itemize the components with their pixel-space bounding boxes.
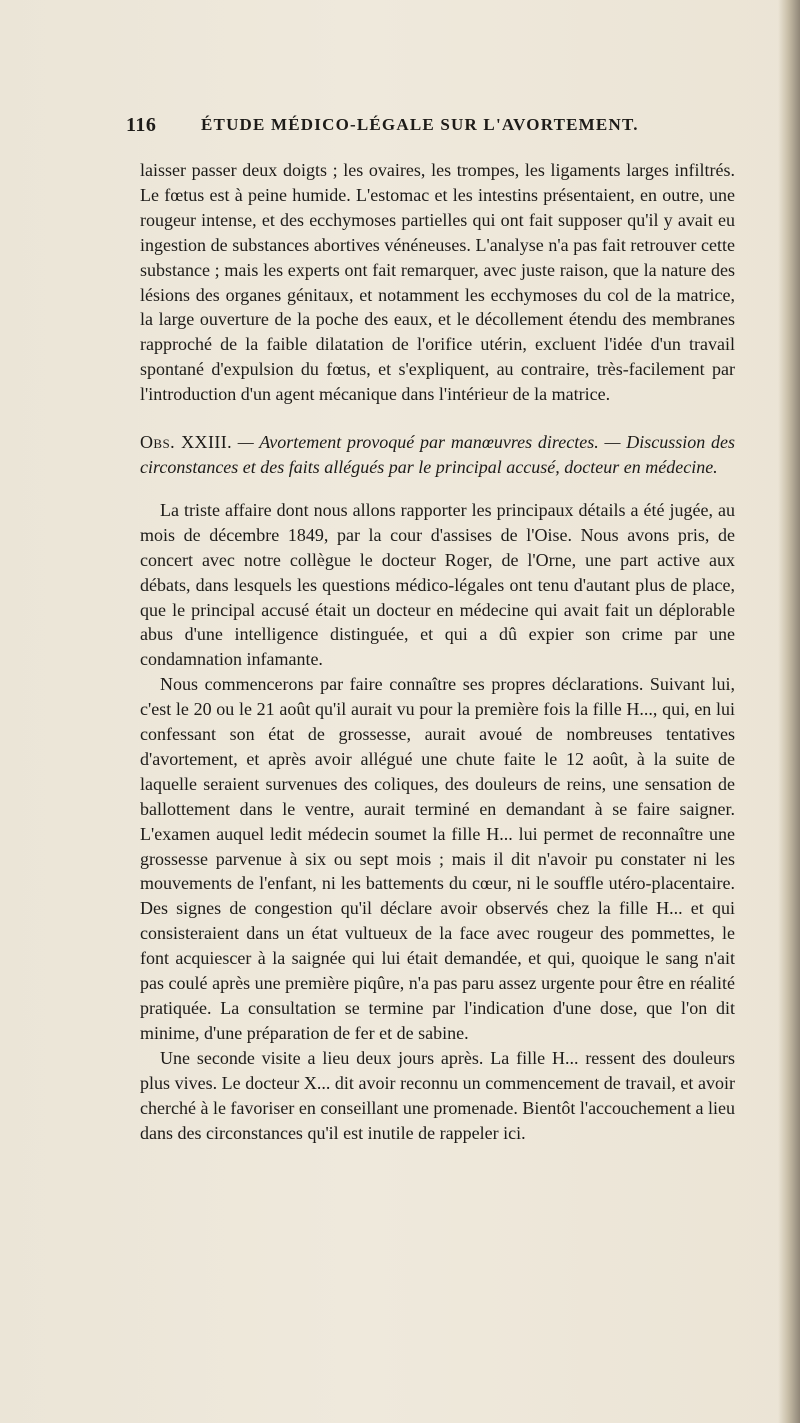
page-header (126, 114, 736, 142)
observation-number: Obs. XXIII. (140, 432, 233, 453)
observation-heading (140, 430, 735, 480)
paragraph-case-intro: La triste affaire dont nous allons rapporter les principaux détails a été jugée, au mois de décembre 1849, par la cour d'assises de l'Oise. Nous avons pris, de concert avec notre collègue le docteur Roger, de l'Orne, une part active aux débats, dans lesquels les questions médico-légales ont tenu d'autant plus de place, que le principal accusé était un docteur en médecine qui avait fait un déplorable abus d'une intelligence distinguée, et qui a dû expier son crime par une condamnation infamante. (140, 499, 735, 670)
paragraph-continued: laisser passer deux doigts ; les ovaires, les trompes, les ligaments larges infiltrés. Le fœtus est à peine humide. L'estomac et les intestins présentaient, en outre, une rougeur intense, et des ecchymoses partielles qui ont fait supposer qu'il y avait eu ingestion de substances abortives vénéneuses. L'analyse n'a pas fait retrouver cette substance ; mais les experts ont fait remarquer, avec juste raison, que la nature des lésions des organes génitaux, et notamment les ecchymoses du col de la matrice, la large ouverture de la poche des eaux, et le décollement étendu des membranes rapproché de la faible dilatation de l'orifice utérin, excluent l'idée d'un travail spontané d'expulsion du fœtus, et s'expliquent, au contraire, très-facilement par l'introduction d'un agent mécanique dans l'intérieur de la matrice. (140, 160, 735, 405)
page-edge-shadow (778, 0, 800, 1423)
paragraph-second-visit: Une seconde visite a lieu deux jours après. La fille H... ressent des douleurs plus vives. Le docteur X... dit avoir reconnu un commencement de travail, et avoir cherché à le favoriser en conseillant une promenade. Bientôt l'accouchement a lieu dans des circonstances qu'il est inutile de rappeler ici. (140, 1047, 735, 1143)
observation-title: — Avortement provoqué par manœuvres directes. — Discussion des circonstances et des faits allégués par le principal accusé, docteur en médecine. (140, 432, 735, 477)
running-title: ÉTUDE MÉDICO-LÉGALE SUR L'AVORTEMENT. (201, 115, 639, 134)
paragraph-declarations: Nous commencerons par faire connaître ses propres déclarations. Suivant lui, c'est le 20 ou le 21 août qu'il aurait vu pour la première fois la fille H..., qui, en lui confessant son état de grossesse, aurait avoué de nombreuses tentatives d'avortement, et après avoir allégué une chute faite le 12 août, à la suite de laquelle seraient survenues des coliques, des douleurs de reins, une sensation de ballottement dans le ventre, aurait terminé en demandant à se faire saigner. L'examen auquel ledit médecin soumet la fille H... lui permet de reconnaître une grossesse parvenue à six ou sept mois ; mais il dit n'avoir pu constater ni les mouvements de l'enfant, ni les battements du cœur, ni le souffle utéro-placentaire. Des signes de congestion qu'il déclare avoir observés chez la fille H... et qui consisteraient dans un état vultueux de la face avec rougeur des pommettes, le font acquiescer à la saignée qui lui était demandée, et qui, quoique le sang n'ait pas coulé après une première piqûre, n'a pas paru assez urgente pour être en réalité pratiquée. La consultation se termine par l'indication d'une dose, que l'on dit minime, d'une préparation de fer et de sabine. (140, 674, 735, 1043)
page-number: 116 (126, 114, 157, 136)
page-body (140, 158, 735, 1145)
